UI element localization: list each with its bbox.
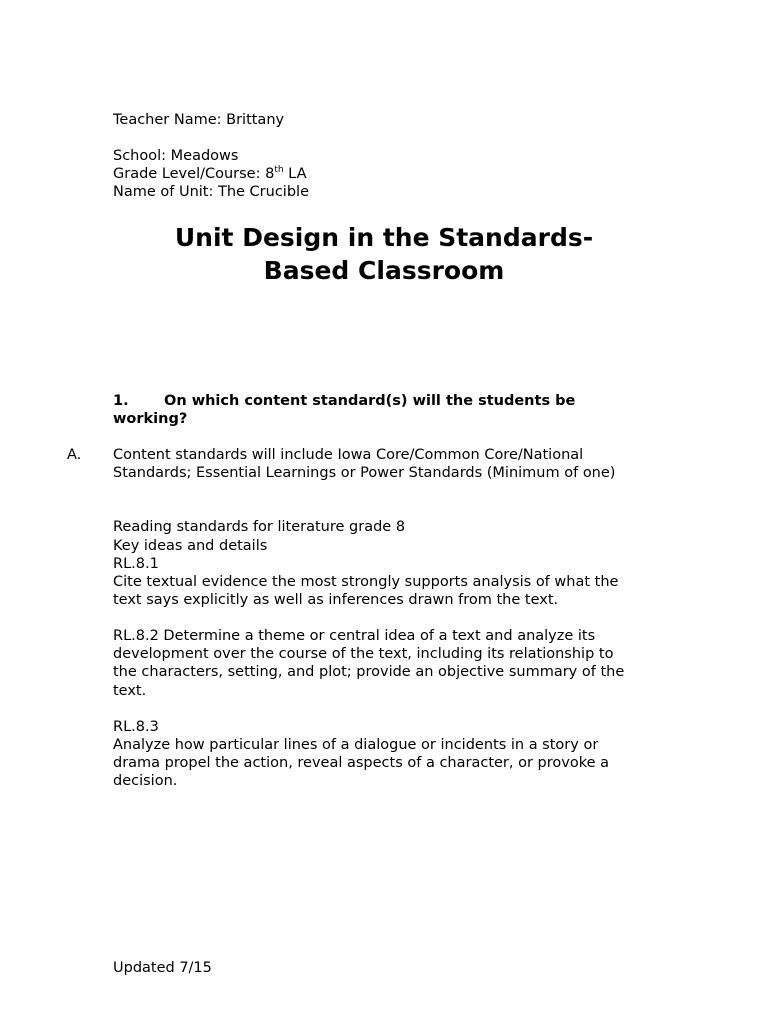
rl-8-2-text-line-4: text.	[113, 683, 147, 699]
document-title-line-1: Unit Design in the Standards-	[174, 223, 594, 252]
grade-level-superscript: th	[274, 165, 284, 175]
standards-intro: Reading standards for literature grade 8	[113, 519, 406, 535]
question-1-heading-continued: working?	[113, 411, 188, 427]
grade-level-suffix: LA	[283, 166, 307, 182]
school-name: School: Meadows	[113, 148, 239, 164]
rl-8-3-code: RL.8.3	[113, 719, 159, 735]
rl-8-1-code: RL.8.1	[113, 556, 159, 572]
document-title-line-2: Based Classroom	[263, 256, 505, 285]
rl-8-3-text-line-1: Analyze how particular lines of a dialogue or incidents in a story or	[113, 737, 599, 753]
question-1-number: 1.	[113, 393, 129, 409]
question-1-text: On which content standard(s) will the students be	[164, 393, 576, 409]
rl-8-2-text-line-1: RL.8.2 Determine a theme or central idea of a text and analyze its	[113, 628, 596, 644]
unit-name: Name of Unit: The Crucible	[113, 184, 309, 200]
rl-8-2-text-line-3: the characters, setting, and plot; provide an objective summary of the	[113, 664, 625, 680]
section-a-text-line-2: Standards; Essential Learnings or Power Standards (Minimum of one)	[113, 465, 616, 481]
rl-8-2-text-line-2: development over the course of the text, including its relationship to	[113, 646, 614, 662]
footer-updated: Updated 7/15	[113, 960, 212, 976]
teacher-name: Teacher Name: Brittany	[113, 112, 285, 128]
rl-8-3-text-line-2: drama propel the action, reveal aspects of a character, or provoke a	[113, 755, 610, 771]
section-a-text-line-1: Content standards will include Iowa Core/Common Core/National	[113, 447, 584, 463]
rl-8-3-text-line-3: decision.	[113, 773, 178, 789]
question-1-heading	[113, 392, 575, 410]
key-ideas-heading: Key ideas and details	[113, 538, 268, 554]
grade-level	[113, 165, 307, 183]
rl-8-1-text-line-2: text says explicitly as well as inferences drawn from the text.	[113, 592, 559, 608]
grade-level-prefix: Grade Level/Course: 8	[113, 166, 275, 182]
rl-8-1-text-line-1: Cite textual evidence the most strongly supports analysis of what the	[113, 574, 619, 590]
section-a-marker: A.	[67, 447, 82, 463]
